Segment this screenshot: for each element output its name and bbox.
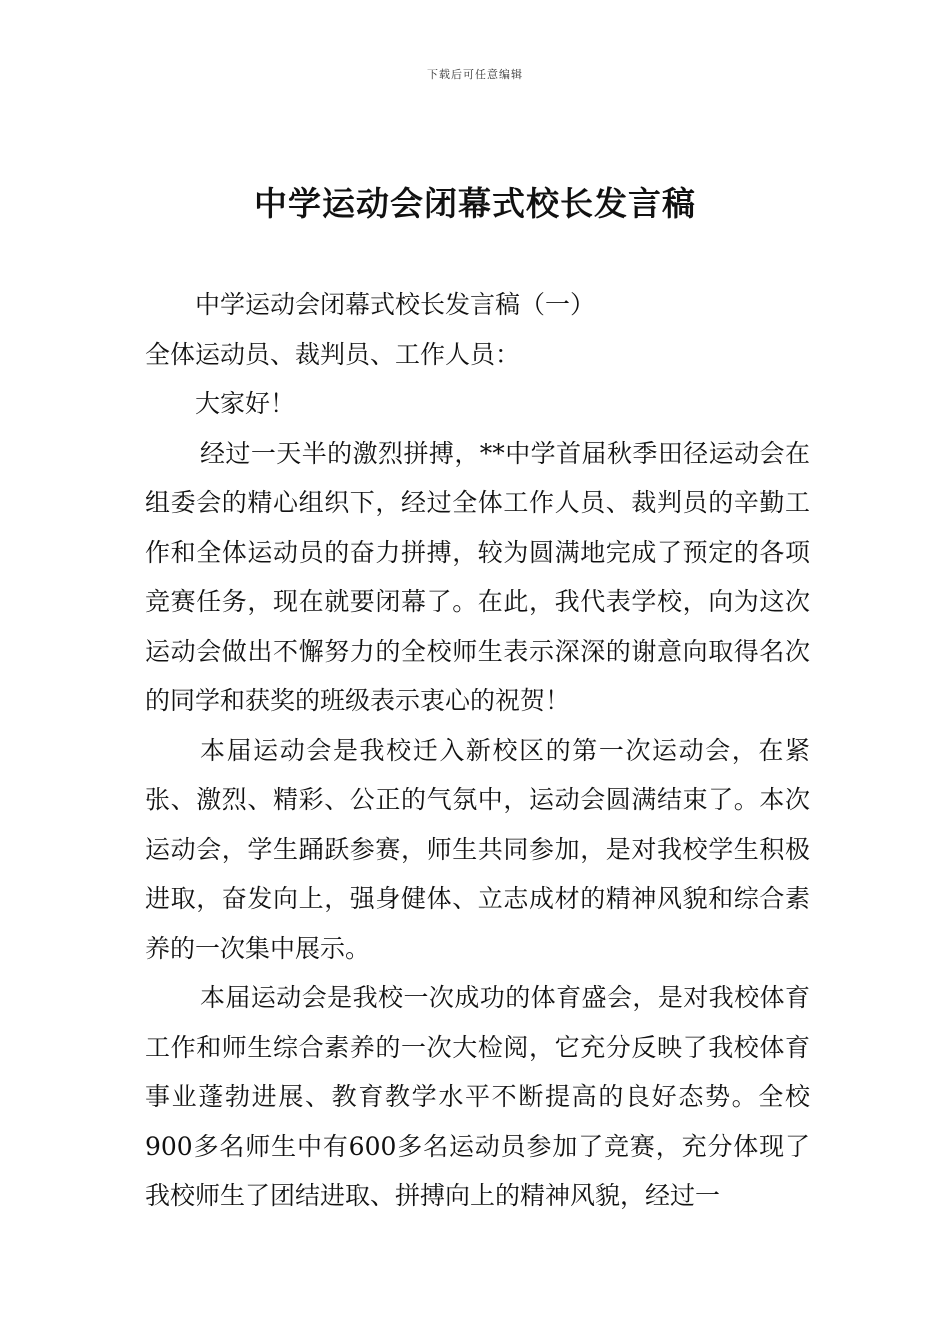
paragraph: 本届运动会是我校一次成功的体育盛会，是对我校体育工作和师生综合素养的一次大检阅，它充分反映了我校体育事业蓬勃进展、教育教学水平不断提高的良好态势。全校900多名师生中有600多名运动员参加了竞赛，充分体现了我校师生了团结进取、拼搏向上的精神风貌，经过一: [145, 983, 810, 1210]
salutation: 全体运动员、裁判员、工作人员：: [145, 339, 521, 369]
greeting: 大家好！: [195, 389, 296, 418]
header-note: 下载后可任意编辑: [427, 68, 523, 81]
section-subtitle: 中学运动会闭幕式校长发言稿（一）: [195, 290, 596, 319]
document-title: 中学运动会闭幕式校长发言稿: [254, 184, 696, 223]
document-body: [145, 280, 810, 1221]
paragraph: 经过一天半的激烈拼搏，**中学首届秋季田径运动会在组委会的精心组织下，经过全体工作人员、裁判员的辛勤工作和全体运动员的奋力拼搏，较为圆满地完成了预定的各项竞赛任务，现在就要闭幕了。在此，我代表学校，向为这次运动会做出不懈努力的全校师生表示深深的谢意向取得名次的同学和获奖的班级表示衷心的祝贺！: [145, 438, 810, 715]
paragraph: 本届运动会是我校迁入新校区的第一次运动会，在紧张、激烈、精彩、公正的气氛中，运动会圆满结束了。本次运动会，学生踊跃参赛，师生共同参加，是对我校学生积极进取，奋发向上，强身健体、立志成材的精神风貌和综合素养的一次集中展示。: [145, 735, 810, 963]
